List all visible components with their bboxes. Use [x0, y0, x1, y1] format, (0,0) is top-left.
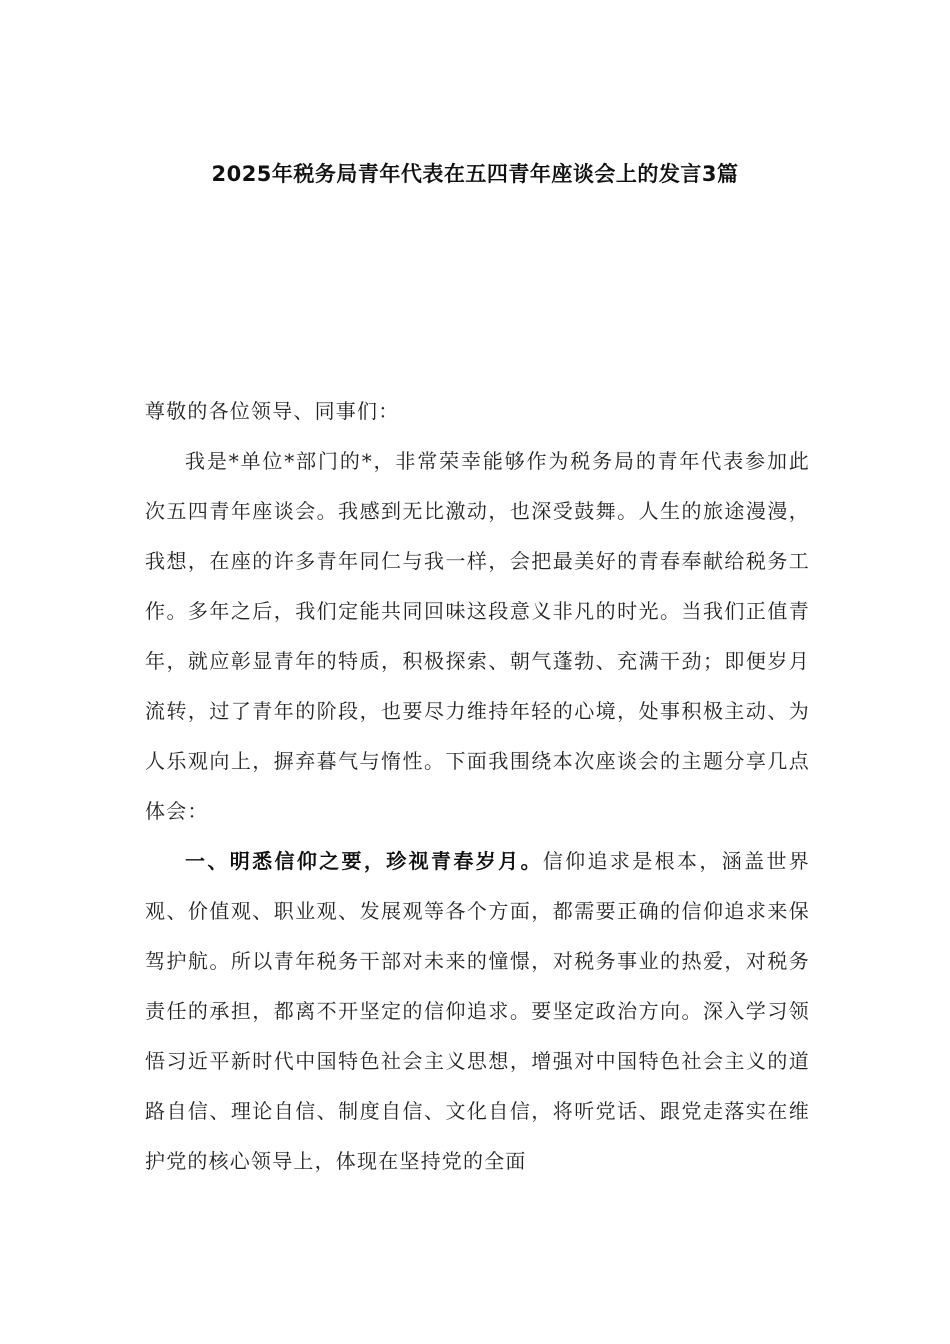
salutation: 尊敬的各位领导、同事们：: [145, 399, 400, 423]
document-title: 2025年税务局青年代表在五四青年座谈会上的发言3篇: [211, 162, 739, 186]
section-1-text: 信仰追求是根本，涵盖世界观、价值观、职业观、发展观等各个方面，都需要正确的信仰追求来保驾护航。所以青年税务干部对未来的憧憬，对税务事业的热爱，对税务责任的承担，都离不开坚定的信仰追求。要坚定政治方向。深入学习领悟习近平新时代中国特色社会主义思想，增强对中国特色社会主义的道路自信、理论自信、制度自信、文化自信，将听党话、跟党走落实在维护党的核心领导上，体现在坚持党的全面: [145, 849, 811, 1173]
section-1-heading: 一、明悉信仰之要，珍视青春岁月。: [185, 849, 543, 873]
paragraph-intro: 我是*单位*部门的*，非常荣幸能够作为税务局的青年代表参加此次五四青年座谈会。我感到无比激动，也深受鼓舞。人生的旅途漫漫，我想，在座的许多青年同仁与我一样，会把最美好的青春奉献给税务工作。多年之后，我们定能共同回味这段意义非凡的时光。当我们正值青年，就应彰显青年的特质，积极探索、朝气蓬勃、充满干劲；即便岁月流转，过了青年的阶段，也要尽力维持年轻的心境，处事积极主动、为人乐观向上，摒弃暮气与惰性。下面我围绕本次座谈会的主题分享几点体会：: [145, 449, 810, 823]
document-body: [145, 386, 810, 1186]
paragraph-section-1: [145, 836, 810, 1186]
